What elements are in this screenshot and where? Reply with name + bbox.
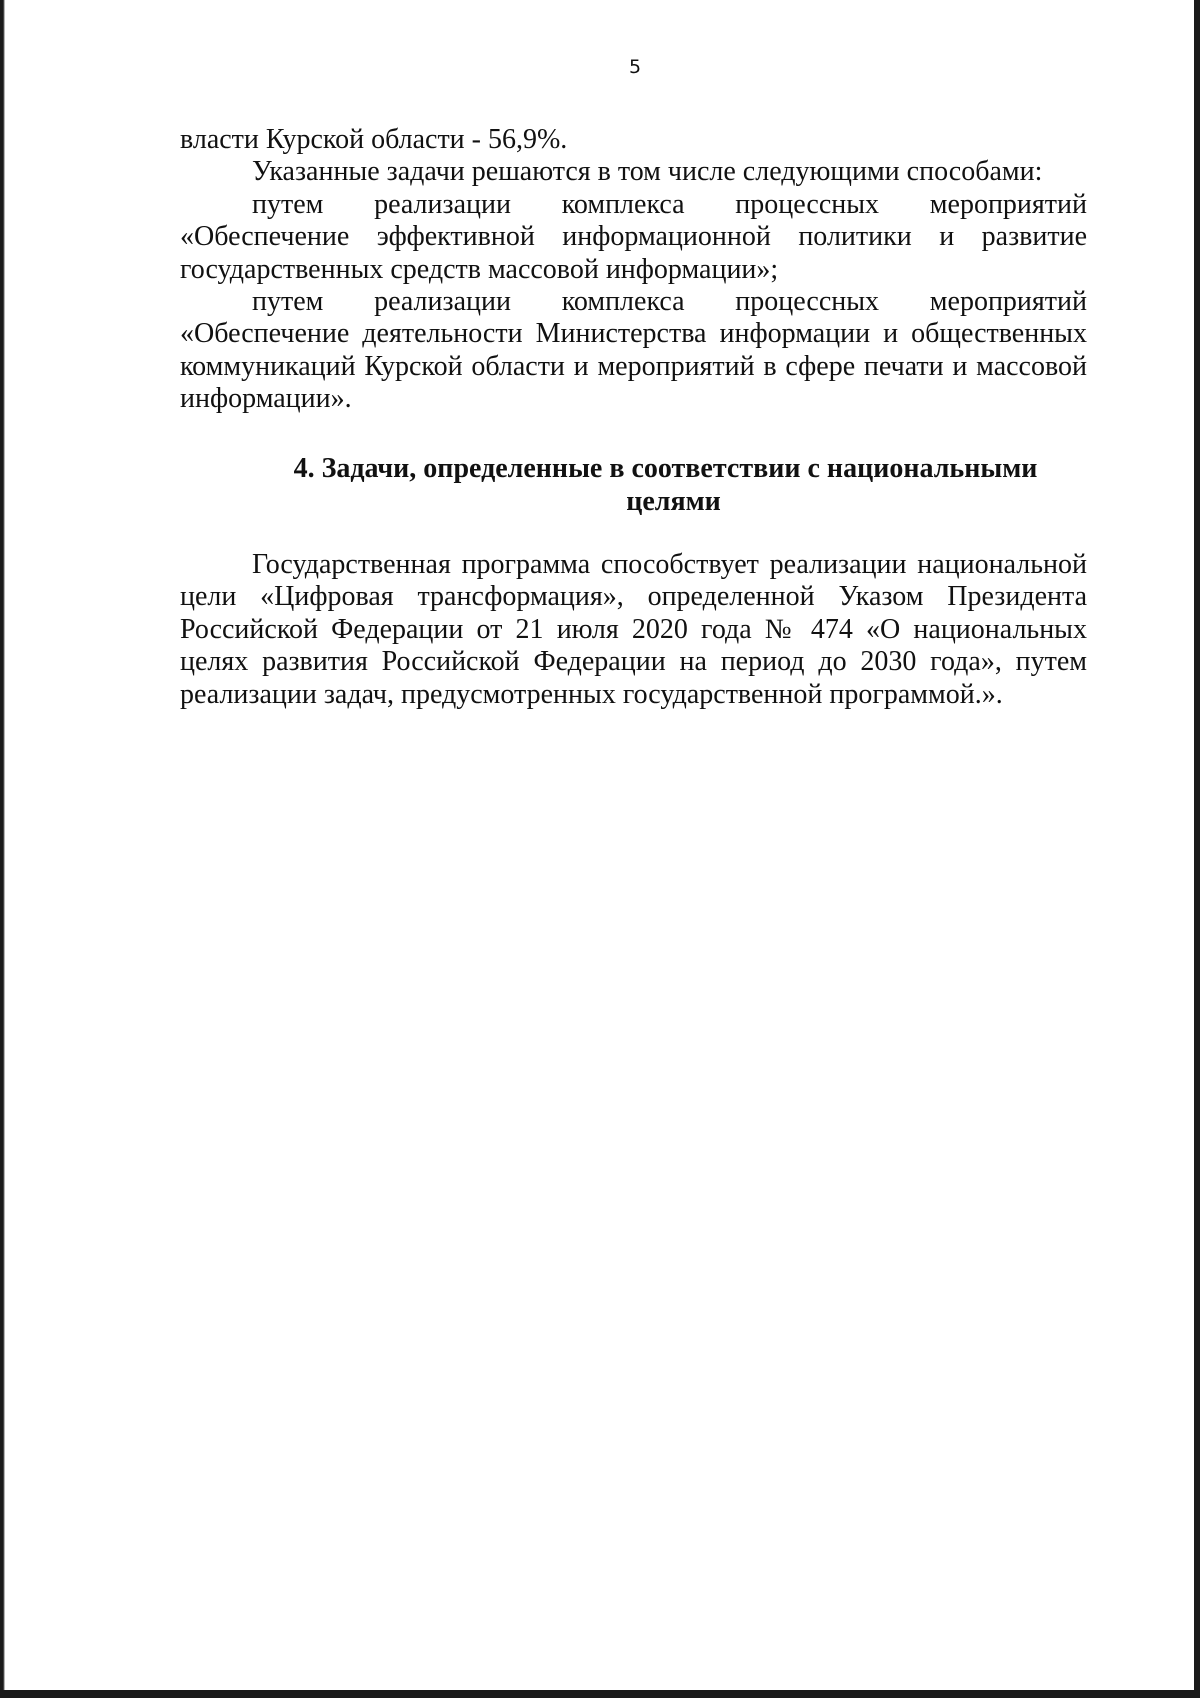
section-heading-line-1: 4. Задачи, определенные в соответствии с национальными xyxy=(293,453,1038,484)
section-body xyxy=(180,549,1087,711)
scan-left-border xyxy=(0,0,5,1698)
scan-bottom-border xyxy=(0,1690,1200,1698)
paragraph-continuation: власти Курской области - 56,9%. xyxy=(180,124,568,155)
page-number: 5 xyxy=(628,56,642,78)
paragraph-method-2: путем реализации комплекса процессных мероприятий «Обеспечение деятельности Министерства информации и общественных коммуникаций Курской области и мероприятий в сфере печати и массовой информации». xyxy=(180,286,1087,415)
scan-right-border xyxy=(1194,0,1200,1698)
section-heading-line-2: целями xyxy=(626,486,721,517)
paragraph-national-goals: Государственная программа способствует реализации национальной цели «Цифровая трансформация», определенной Указом Президента Российской Федерации от 21 июля 2020 года № 474 «О национальных целях развития Российской Федерации на период до 2030 года», путем реализации задач, предусмотренных государственной программой.». xyxy=(180,549,1087,710)
paragraph-method-1: путем реализации комплекса процессных мероприятий «Обеспечение эффективной информационной политики и развитие государственных средств массовой информации»; xyxy=(180,188,1087,285)
paragraph-methods-intro: Указанные задачи решаются в том числе следующими способами: xyxy=(252,156,1043,188)
section-heading xyxy=(180,452,1087,518)
top-text-block xyxy=(180,124,1087,416)
